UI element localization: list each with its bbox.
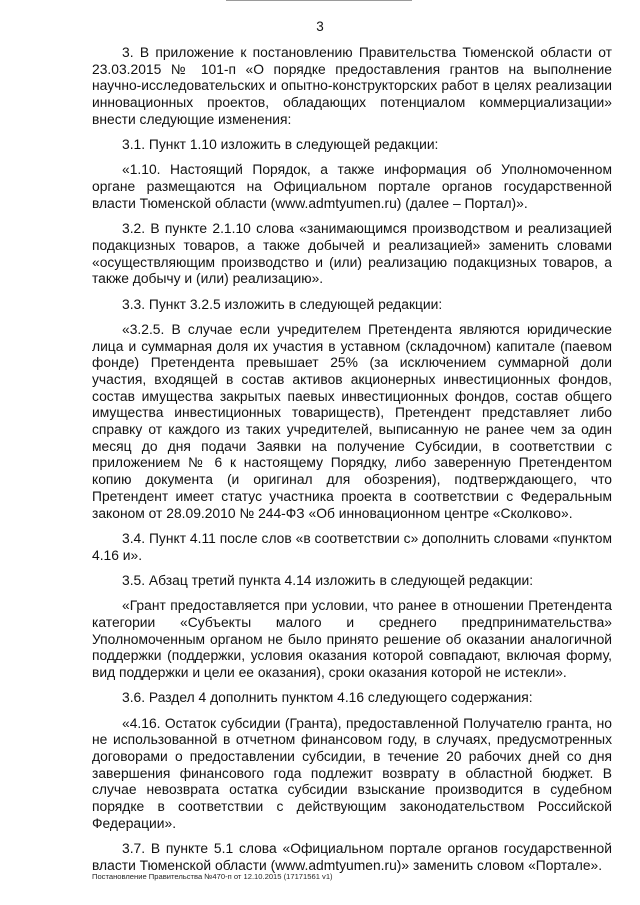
paragraph-4-14-text: «Грант предоставляется при условии, что ранее в отношении Претендента категории «Субъекты малого и среднего предпринимательства» Уполномоченным органом не было принято решение об оказании аналогичной поддержки (поддержки, условия оказания которой совпадают, включая форму, вид поддержки и цели ее оказания), сроки оказания которой не истекли».: [92, 597, 612, 680]
document-footer: Постановление Правительства №470-п от 12.10.2015 (17171561 v1): [92, 872, 333, 881]
paragraph-3-4: 3.4. Пункт 4.11 после слов «в соответствии с» дополнить словами «пунктом 4.16 и».: [92, 529, 612, 563]
paragraph-3: 3. В приложение к постановлению Правительства Тюменской области от 23.03.2015 № 101-п «О порядке предоставления грантов на выполнение научно-исследовательских и опытно-конструкторских работ в целях реализации инновационных проектов, обладающих потенциалом коммерциализации» внести следующие изменения:: [92, 44, 612, 127]
paragraph-3-1: 3.1. Пункт 1.10 изложить в следующей редакции:: [122, 136, 439, 153]
paragraph-3-5: 3.5. Абзац третий пункта 4.14 изложить в следующей редакции:: [122, 571, 534, 588]
paragraph-3-7: 3.7. В пункте 5.1 слова «Официальном портале органов государственной власти Тюменской области (www.admtyumen.ru)» заменить словом «Портале».: [92, 840, 612, 873]
paragraph-3-3: 3.3. Пункт 3.2.5 изложить в следующей редакции:: [122, 295, 443, 312]
paragraph-4-16-text: «4.16. Остаток субсидии (Гранта), предоставленной Получателю гранта, но не использованной в отчетном финансовом году, в случаях, предусмотренных договорами о предоставлении субсидии, в течение 20 рабочих дней со дня завершения финансового года подлежит возврату в областной бюджет. В случае невозврата остатка субсидии взыскание производится в судебном порядке в соответствии с действующим законодательством Российской Федерации».: [92, 714, 612, 831]
paragraph-3-2: 3.2. В пункте 2.1.10 слова «занимающимся производством и реализацией подакцизных товаров, а также добычей и реализацией» заменить словами «осуществляющим производство и (или) реализацию подакцизных товаров, а также добычу и (или) реализацию».: [92, 220, 612, 287]
paragraph-1-10-text: «1.10. Настоящий Порядок, а также информация об Уполномоченном органе размещаются на Официальном портале органов государственной власти Тюменской области (www.admtyumen.ru) (далее – Портал)».: [92, 161, 612, 211]
document-body: [92, 44, 612, 882]
paragraph-3-2-5-text: «3.2.5. В случае если учредителем Претендента являются юридические лица и суммарная доля их участия в уставном (складочном) капитале (паевом фонде) Претендента превышает 25% (за исключением суммарной доли участия, входящей в состав активов акционерных инвестиционных фондов, состав имущества закрытых паевых инвестиционных фондов, состав общего имущества инвестиционных товариществ), Претендент представляет либо справку от каждого из таких учредителей, выписанную не ранее чем за один месяц до дня подачи Заявки на получение Субсидии, в соответствии с приложением № 6 к настоящему Порядку, либо заверенную Претендентом копию документа (и оригинал для обозрения), подтверждающего, что Претендент имеет статус участника проекта в соответствии с Федеральным законом от 28.09.2010 № 244-ФЗ «Об инновационном центре «Сколково».: [92, 320, 612, 521]
page-number: 3: [316, 19, 324, 34]
paragraph-3-6: 3.6. Раздел 4 дополнить пунктом 4.16 следующего содержания:: [122, 689, 533, 706]
top-rule: [226, 0, 412, 1]
